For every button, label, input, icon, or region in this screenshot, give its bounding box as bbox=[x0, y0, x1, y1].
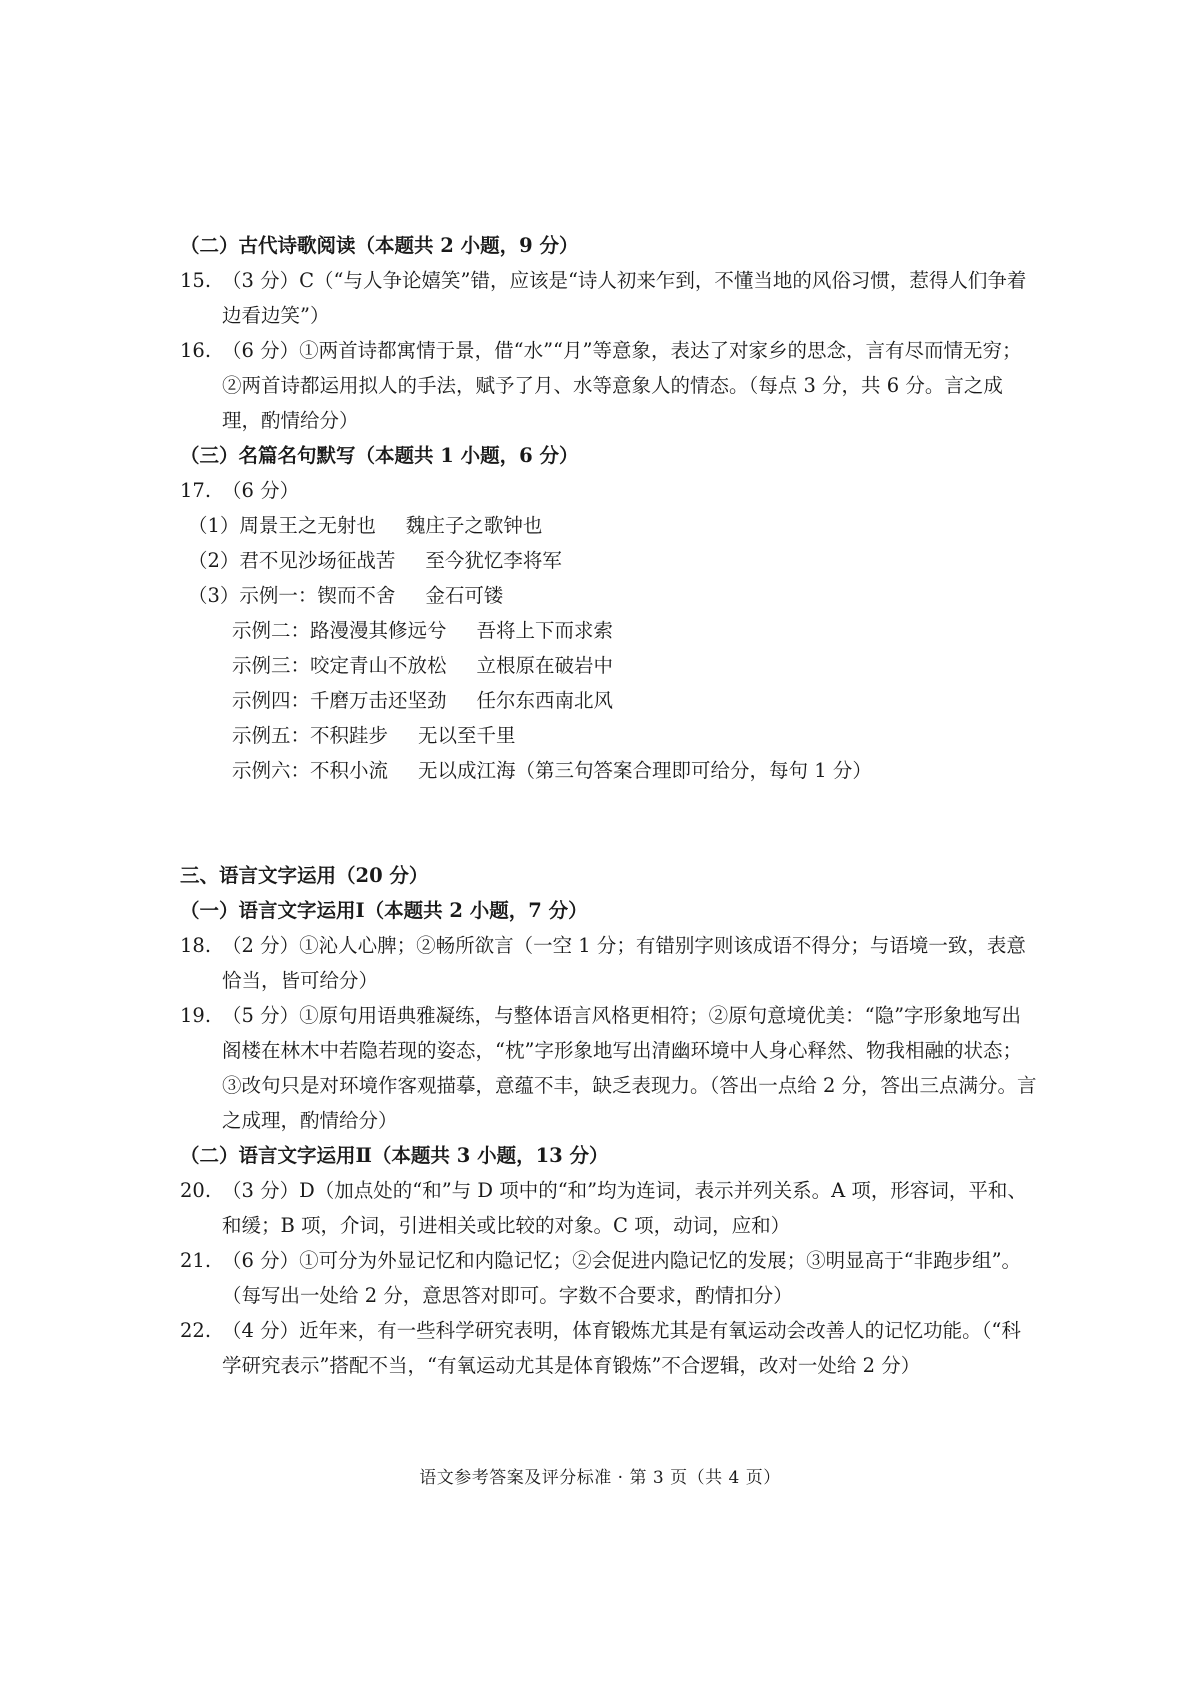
language-section-title: 三、语言文字运用（20 分） bbox=[180, 864, 429, 887]
question-17 bbox=[180, 473, 1040, 508]
recitation-part-a: （2）君不见沙场征战苦 bbox=[188, 549, 396, 572]
question-number: 20. bbox=[180, 1179, 212, 1202]
recitation-part-b: 魏庄子之歌钟也 bbox=[405, 514, 543, 537]
recitation-example-2 bbox=[180, 613, 1040, 648]
recitation-part-a: 示例五：不积跬步 bbox=[232, 724, 389, 747]
recitation-part-a: 示例二：路漫漫其修远兮 bbox=[232, 619, 447, 642]
answer-text: （3 分）D（加点处的“和”与 D 项中的“和”均为连词，表示并列关系。A 项，形容词，平和、和缓；B 项，介词，引进相关或比较的对象。C 项，动词，应和） bbox=[222, 1179, 1027, 1237]
recitation-line-1 bbox=[180, 508, 1040, 543]
recitation-part-b: 无以至千里 bbox=[418, 724, 516, 747]
recitation-part-a: 示例三：咬定青山不放松 bbox=[232, 654, 447, 677]
question-number: 22. bbox=[180, 1319, 212, 1342]
recitation-part-a: 示例六：不积小流 bbox=[232, 759, 389, 782]
question-number: 15. bbox=[180, 269, 212, 292]
question-number: 18. bbox=[180, 934, 212, 957]
section-spacer bbox=[180, 788, 1040, 858]
language-part-1-heading: （一）语言文字运用Ⅰ（本题共 2 小题，7 分） bbox=[180, 899, 588, 922]
answer-text: （6 分）①两首诗都寓情于景，借“水”“月”等意象，表达了对家乡的思念，言有尽而情无穷；②两首诗都运用拟人的手法，赋予了月、水等意象人的情态。（每点 3 分，共 6 分。言之成理，酌情给分） bbox=[222, 339, 1022, 432]
answer-text: （5 分）①原句用语典雅凝练，与整体语言风格更相符；②原句意境优美：“隐”字形象地写出阁楼在林木中若隐若现的姿态，“枕”字形象地写出清幽环境中人身心释然、物我相融的状态；③改句只是对环境作客观描摹，意蕴不丰，缺乏表现力。（答出一点给 2 分，答出三点满分。言之成理，酌情给分） bbox=[222, 1004, 1037, 1132]
answer-text: （6 分）①可分为外显记忆和内隐记忆；②会促进内隐记忆的发展；③明显高于“非跑步组”。（每写出一处给 2 分，意思答对即可。字数不合要求，酌情扣分） bbox=[222, 1249, 1022, 1307]
answer-text: （3 分）C（“与人争论嬉笑”错，应该是“诗人初来乍到，不懂当地的风俗习惯，惹得人们争着边看边笑”） bbox=[222, 269, 1027, 327]
recitation-part-a: （1）周景王之无射也 bbox=[188, 514, 376, 537]
recitation-part-b: 任尔东西南北风 bbox=[476, 689, 614, 712]
question-15 bbox=[180, 263, 1040, 333]
answer-text: （2 分）①沁人心脾；②畅所欲言（一空 1 分；有错别字则该成语不得分；与语境一致，表意恰当，皆可给分） bbox=[222, 934, 1026, 992]
recitation-example-5 bbox=[180, 718, 1040, 753]
recitation-example-3 bbox=[180, 648, 1040, 683]
answer-content bbox=[180, 228, 1040, 1383]
recitation-part-a: 示例四：千磨万击还坚劲 bbox=[232, 689, 447, 712]
recitation-line-2 bbox=[180, 543, 1040, 578]
recitation-part-b: 金石可镂 bbox=[425, 584, 504, 607]
recitation-example-6 bbox=[180, 753, 1040, 788]
language-part-2-heading: （二）语言文字运用Ⅱ（本题共 3 小题，13 分） bbox=[180, 1144, 609, 1167]
recitation-part-a: （3）示例一：锲而不舍 bbox=[188, 584, 396, 607]
page-footer: 语文参考答案及评分标准 · 第 3 页（共 4 页） bbox=[419, 1468, 781, 1488]
poetry-section-heading: （二）古代诗歌阅读（本题共 2 小题，9 分） bbox=[180, 234, 579, 257]
question-19 bbox=[180, 998, 1040, 1138]
answer-text: （6 分） bbox=[222, 479, 300, 502]
recitation-part-b: 至今犹忆李将军 bbox=[425, 549, 562, 572]
recitation-part-b: 吾将上下而求索 bbox=[476, 619, 614, 642]
recitation-section-heading: （三）名篇名句默写（本题共 1 小题，6 分） bbox=[180, 444, 579, 467]
recitation-line-3 bbox=[180, 578, 1040, 613]
question-21 bbox=[180, 1243, 1040, 1313]
recitation-part-b: 立根原在破岩中 bbox=[476, 654, 614, 677]
question-20 bbox=[180, 1173, 1040, 1243]
answer-text: （4 分）近年来，有一些科学研究表明，体育锻炼尤其是有氧运动会改善人的记忆功能。（“科学研究表示”搭配不当，“有氧运动尤其是体育锻炼”不合逻辑，改对一处给 2 分） bbox=[222, 1319, 1021, 1377]
recitation-example-4 bbox=[180, 683, 1040, 718]
question-number: 17. bbox=[180, 479, 212, 502]
question-18 bbox=[180, 928, 1040, 998]
recitation-part-b: 无以成江海（第三句答案合理即可给分，每句 1 分） bbox=[418, 759, 872, 782]
question-number: 19. bbox=[180, 1004, 212, 1027]
question-number: 16. bbox=[180, 339, 212, 362]
question-16 bbox=[180, 333, 1040, 438]
question-22 bbox=[180, 1313, 1040, 1383]
question-number: 21. bbox=[180, 1249, 212, 1272]
